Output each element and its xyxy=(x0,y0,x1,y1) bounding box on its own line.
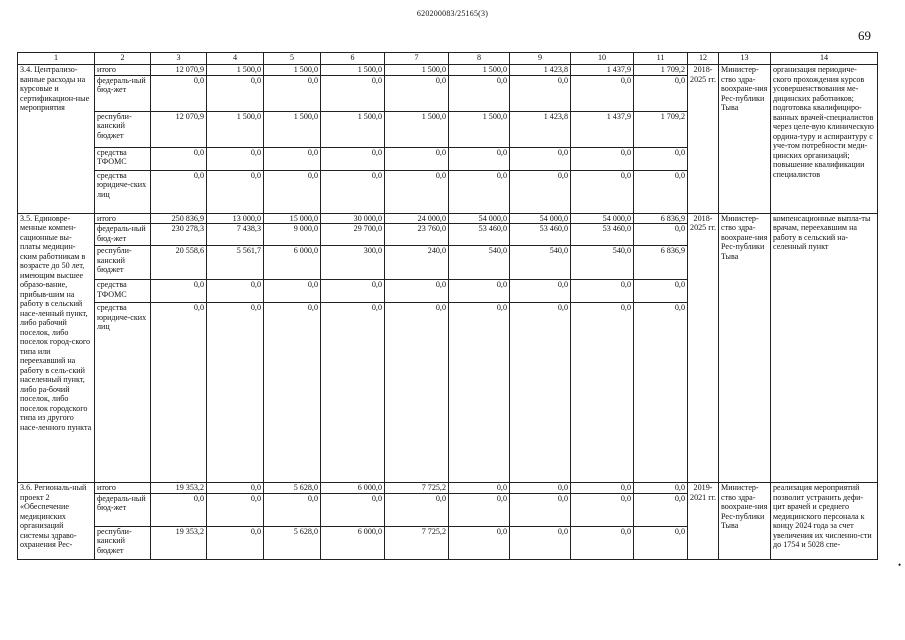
amount-cell: 6 836,9 xyxy=(634,246,688,280)
amount-cell: 0,0 xyxy=(264,493,321,526)
amount-cell: 0,0 xyxy=(571,147,634,170)
amount-cell: 0,0 xyxy=(634,224,688,246)
amount-cell: 54 000,0 xyxy=(510,213,571,224)
amount-cell: 0,0 xyxy=(385,170,449,213)
expected-result: компенсационные выпла-ты врачам, переехавшим на работу в сельский на-селенный пункт xyxy=(771,213,878,483)
amount-cell: 0,0 xyxy=(634,303,688,483)
executor: Министер-ство здра-воохране-ния Рес-публики Тыва xyxy=(719,65,771,214)
funding-source: федераль-ный бюд-жет xyxy=(95,493,151,526)
amount-cell: 1 500,0 xyxy=(321,111,385,147)
amount-cell: 300,0 xyxy=(321,246,385,280)
amount-cell: 1 500,0 xyxy=(207,65,264,76)
amount-cell: 250 836,9 xyxy=(151,213,207,224)
amount-cell: 0,0 xyxy=(207,526,264,559)
amount-cell: 54 000,0 xyxy=(449,213,510,224)
amount-cell: 0,0 xyxy=(634,170,688,213)
amount-cell: 6 000,0 xyxy=(264,246,321,280)
amount-cell: 5 628,0 xyxy=(264,483,321,494)
amount-cell: 0,0 xyxy=(449,483,510,494)
amount-cell: 1 437,9 xyxy=(571,111,634,147)
amount-cell: 0,0 xyxy=(571,280,634,303)
amount-cell: 0,0 xyxy=(634,526,688,559)
amount-cell: 0,0 xyxy=(449,170,510,213)
funding-table xyxy=(17,52,878,560)
amount-cell: 0,0 xyxy=(510,147,571,170)
amount-cell: 0,0 xyxy=(449,526,510,559)
amount-cell: 0,0 xyxy=(449,75,510,111)
header-cell: 3 xyxy=(151,53,207,65)
amount-cell: 1 423,8 xyxy=(510,111,571,147)
header-row xyxy=(18,53,878,65)
amount-cell: 0,0 xyxy=(634,483,688,494)
amount-cell: 53 460,0 xyxy=(510,224,571,246)
amount-cell: 0,0 xyxy=(449,303,510,483)
amount-cell: 0,0 xyxy=(385,280,449,303)
amount-cell: 54 000,0 xyxy=(571,213,634,224)
table-row xyxy=(18,483,878,494)
amount-cell: 0,0 xyxy=(385,147,449,170)
amount-cell: 0,0 xyxy=(321,147,385,170)
header-cell: 5 xyxy=(264,53,321,65)
amount-cell: 29 700,0 xyxy=(321,224,385,246)
header-cell: 11 xyxy=(634,53,688,65)
amount-cell: 1 709,2 xyxy=(634,65,688,76)
amount-cell: 0,0 xyxy=(385,303,449,483)
amount-cell: 9 000,0 xyxy=(264,224,321,246)
activity-name: 3.4. Централизо-ванные расходы на курсовые и сертификацион-ные мероприятия xyxy=(18,65,95,214)
amount-cell: 1 500,0 xyxy=(264,111,321,147)
amount-cell: 0,0 xyxy=(510,280,571,303)
amount-cell: 0,0 xyxy=(321,493,385,526)
amount-cell: 1 500,0 xyxy=(321,65,385,76)
funding-source: итого xyxy=(95,65,151,76)
amount-cell: 1 423,8 xyxy=(510,65,571,76)
table-row xyxy=(18,65,878,76)
amount-cell: 0,0 xyxy=(151,493,207,526)
amount-cell: 0,0 xyxy=(207,75,264,111)
header-cell: 9 xyxy=(510,53,571,65)
activity-name: 3.5. Единовре-менные компен-сационные вы-платы медицин-ским работникам в возрасте до 50 лет, имеющим высшее образо-вание, прибыв-шим на работу в сельский насе-ленный пункт, либо рабочий поселок, либо поселок город-ского типа или переехавший на работу в сель-ский населенный пункт, либо ра-бочий поселок, либо поселок городского типа из другого насе-ленного пункта xyxy=(18,213,95,483)
funding-source: итого xyxy=(95,213,151,224)
amount-cell: 0,0 xyxy=(321,75,385,111)
amount-cell: 53 460,0 xyxy=(571,224,634,246)
amount-cell: 0,0 xyxy=(571,303,634,483)
amount-cell: 0,0 xyxy=(510,483,571,494)
expected-result: организация периодиче-ского прохождения курсов усовершенствования ме-дицинских работников; подготовка квалифициро-ванных врачей-специалистов через целе-вую клиническую ордина-туру и аспирантуру с уче-том потребности меди-цинских организаций; повышение квалификации специалистов xyxy=(771,65,878,214)
amount-cell: 0,0 xyxy=(571,75,634,111)
funding-source: средства юридиче-ских лиц xyxy=(95,170,151,213)
expected-result: реализация мероприятий позволит устранить дефи-цит врачей и среднего медицинского персонала к концу 2024 года за счет увеличения их численно-сти до 1754 и 5028 спе- xyxy=(771,483,878,560)
activity-name: 3.6. Региональ-ный проект 2 «Обеспечение медицинских организаций системы здраво-охранения Рес- xyxy=(18,483,95,560)
amount-cell: 7 725,2 xyxy=(385,483,449,494)
amount-cell: 230 278,3 xyxy=(151,224,207,246)
amount-cell: 540,0 xyxy=(571,246,634,280)
amount-cell: 240,0 xyxy=(385,246,449,280)
amount-cell: 0,0 xyxy=(207,303,264,483)
amount-cell: 0,0 xyxy=(207,280,264,303)
amount-cell: 0,0 xyxy=(151,303,207,483)
amount-cell: 5 561,7 xyxy=(207,246,264,280)
amount-cell: 0,0 xyxy=(151,170,207,213)
amount-cell: 1 500,0 xyxy=(385,65,449,76)
header-cell: 1 xyxy=(18,53,95,65)
page-number: 69 xyxy=(858,28,871,43)
amount-cell: 0,0 xyxy=(510,493,571,526)
amount-cell: 0,0 xyxy=(151,147,207,170)
funding-source: республи-канский бюджет xyxy=(95,246,151,280)
amount-cell: 1 500,0 xyxy=(385,111,449,147)
amount-cell: 0,0 xyxy=(634,493,688,526)
funding-source: республи-канский бюджет xyxy=(95,111,151,147)
header-cell: 4 xyxy=(207,53,264,65)
amount-cell: 0,0 xyxy=(264,303,321,483)
amount-cell: 0,0 xyxy=(264,170,321,213)
document-code: 620200083/25165(3) xyxy=(416,9,489,18)
amount-cell: 6 000,0 xyxy=(321,483,385,494)
header-cell: 13 xyxy=(719,53,771,65)
funding-source: республи-канский бюджет xyxy=(95,526,151,559)
amount-cell: 0,0 xyxy=(510,170,571,213)
amount-cell: 0,0 xyxy=(571,493,634,526)
amount-cell: 19 353,2 xyxy=(151,483,207,494)
header-cell: 10 xyxy=(571,53,634,65)
funding-source: средства ТФОМС xyxy=(95,147,151,170)
amount-cell: 30 000,0 xyxy=(321,213,385,224)
amount-cell: 0,0 xyxy=(634,147,688,170)
funding-source: средства юридиче-ских лиц xyxy=(95,303,151,483)
amount-cell: 19 353,2 xyxy=(151,526,207,559)
amount-cell: 1 500,0 xyxy=(264,65,321,76)
amount-cell: 0,0 xyxy=(571,170,634,213)
amount-cell: 0,0 xyxy=(264,147,321,170)
header-cell: 2 xyxy=(95,53,151,65)
amount-cell: 0,0 xyxy=(510,526,571,559)
amount-cell: 13 000,0 xyxy=(207,213,264,224)
amount-cell: 0,0 xyxy=(449,147,510,170)
header-cell: 14 xyxy=(771,53,878,65)
amount-cell: 0,0 xyxy=(207,147,264,170)
amount-cell: 1 500,0 xyxy=(449,111,510,147)
amount-cell: 0,0 xyxy=(571,483,634,494)
amount-cell: 53 460,0 xyxy=(449,224,510,246)
implementation-years: 2018-2025 гг. xyxy=(688,213,719,483)
amount-cell: 0,0 xyxy=(321,280,385,303)
amount-cell: 0,0 xyxy=(571,526,634,559)
amount-cell: 0,0 xyxy=(207,170,264,213)
margin-mark: • xyxy=(898,560,902,570)
amount-cell: 0,0 xyxy=(510,303,571,483)
amount-cell: 0,0 xyxy=(264,280,321,303)
amount-cell: 15 000,0 xyxy=(264,213,321,224)
amount-cell: 24 000,0 xyxy=(385,213,449,224)
amount-cell: 0,0 xyxy=(634,280,688,303)
amount-cell: 0,0 xyxy=(634,75,688,111)
amount-cell: 23 760,0 xyxy=(385,224,449,246)
amount-cell: 0,0 xyxy=(385,75,449,111)
amount-cell: 1 500,0 xyxy=(449,65,510,76)
implementation-years: 2019-2021 гг. xyxy=(688,483,719,560)
amount-cell: 1 709,2 xyxy=(634,111,688,147)
amount-cell: 12 070,9 xyxy=(151,111,207,147)
funding-source: федераль-ный бюд-жет xyxy=(95,224,151,246)
amount-cell: 0,0 xyxy=(510,75,571,111)
header-cell: 12 xyxy=(688,53,719,65)
amount-cell: 0,0 xyxy=(449,280,510,303)
amount-cell: 0,0 xyxy=(264,75,321,111)
amount-cell: 20 558,6 xyxy=(151,246,207,280)
amount-cell: 0,0 xyxy=(449,493,510,526)
amount-cell: 0,0 xyxy=(321,303,385,483)
amount-cell: 540,0 xyxy=(449,246,510,280)
amount-cell: 5 628,0 xyxy=(264,526,321,559)
table-row xyxy=(18,213,878,224)
header-cell: 6 xyxy=(321,53,385,65)
amount-cell: 7 725,2 xyxy=(385,526,449,559)
funding-source: итого xyxy=(95,483,151,494)
amount-cell: 540,0 xyxy=(510,246,571,280)
amount-cell: 7 438,3 xyxy=(207,224,264,246)
header-cell: 8 xyxy=(449,53,510,65)
amount-cell: 0,0 xyxy=(321,170,385,213)
amount-cell: 0,0 xyxy=(385,493,449,526)
amount-cell: 0,0 xyxy=(207,483,264,494)
amount-cell: 0,0 xyxy=(207,493,264,526)
executor: Министер-ство здра-воохране-ния Рес-публики Тыва xyxy=(719,483,771,560)
funding-source: федераль-ный бюд-жет xyxy=(95,75,151,111)
amount-cell: 12 070,9 xyxy=(151,65,207,76)
header-cell: 7 xyxy=(385,53,449,65)
amount-cell: 0,0 xyxy=(151,75,207,111)
amount-cell: 6 000,0 xyxy=(321,526,385,559)
amount-cell: 1 437,9 xyxy=(571,65,634,76)
amount-cell: 1 500,0 xyxy=(207,111,264,147)
executor: Министер-ство здра-воохране-ния Рес-публики Тыва xyxy=(719,213,771,483)
implementation-years: 2018-2025 гг. xyxy=(688,65,719,214)
amount-cell: 6 836,9 xyxy=(634,213,688,224)
funding-source: средства ТФОМС xyxy=(95,280,151,303)
amount-cell: 0,0 xyxy=(151,280,207,303)
